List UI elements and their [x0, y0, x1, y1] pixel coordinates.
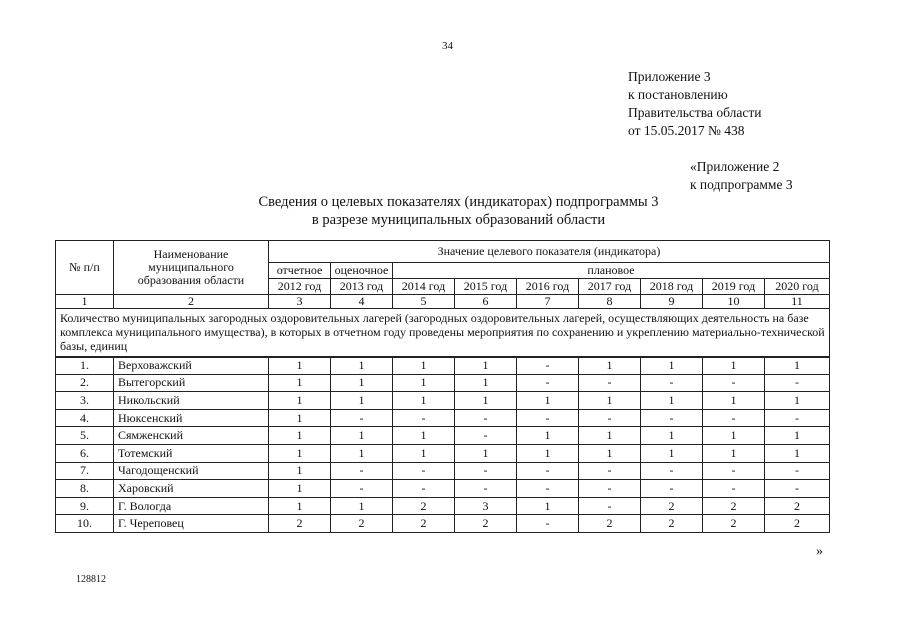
- indicators-table: [55, 240, 830, 533]
- municipality-name: Верховажский: [114, 357, 269, 375]
- indicator-value: 1: [765, 427, 830, 445]
- column-number: 3: [269, 295, 331, 309]
- municipality-name: Г. Череповец: [114, 515, 269, 533]
- row-number: 4.: [56, 409, 114, 427]
- indicator-value: 1: [517, 392, 579, 410]
- indicator-value: 1: [269, 480, 331, 498]
- annex-line: к подпрограмме 3: [690, 177, 793, 192]
- indicator-value: 1: [455, 392, 517, 410]
- row-number: 1.: [56, 357, 114, 375]
- row-number: 3.: [56, 392, 114, 410]
- indicator-value: 1: [331, 374, 393, 392]
- indicator-value: 1: [393, 427, 455, 445]
- indicator-value: 1: [641, 357, 703, 375]
- indicator-value: 2: [765, 515, 830, 533]
- annex-block: [690, 158, 793, 194]
- municipality-name: Нюксенский: [114, 409, 269, 427]
- indicator-value: -: [517, 462, 579, 480]
- indicator-value: 1: [703, 444, 765, 462]
- indicator-value: 1: [331, 427, 393, 445]
- indicator-value: -: [517, 374, 579, 392]
- indicator-value: 1: [517, 427, 579, 445]
- indicator-value: 1: [331, 392, 393, 410]
- indicator-value: 1: [393, 357, 455, 375]
- indicator-value: 1: [765, 392, 830, 410]
- indicator-value: 1: [269, 409, 331, 427]
- municipality-name: Чагодощенский: [114, 462, 269, 480]
- indicator-value: 2: [331, 515, 393, 533]
- indicator-value: 1: [455, 444, 517, 462]
- indicator-value: 1: [331, 444, 393, 462]
- table-row: [56, 462, 830, 480]
- header-year: 2019 год: [703, 279, 765, 295]
- indicator-value: -: [393, 480, 455, 498]
- row-number: 5.: [56, 427, 114, 445]
- indicator-value: 1: [703, 392, 765, 410]
- indicator-value: -: [765, 480, 830, 498]
- indicator-value: -: [331, 480, 393, 498]
- table-row: [56, 480, 830, 498]
- indicator-value: 1: [579, 392, 641, 410]
- indicator-value: 1: [269, 392, 331, 410]
- column-numbers-row: [56, 295, 830, 309]
- row-number: 9.: [56, 497, 114, 515]
- indicator-value: 1: [641, 392, 703, 410]
- header-row: [56, 241, 830, 263]
- indicator-value: -: [641, 409, 703, 427]
- annex-line: «Приложение 2: [690, 159, 780, 174]
- indicator-value: -: [703, 409, 765, 427]
- municipality-name: Сямженский: [114, 427, 269, 445]
- indicator-value: 2: [703, 515, 765, 533]
- indicator-value: 1: [579, 357, 641, 375]
- column-number: 1: [56, 295, 114, 309]
- indicator-value: 1: [269, 462, 331, 480]
- table-row: [56, 392, 830, 410]
- indicator-value: -: [703, 462, 765, 480]
- closing-quote: »: [816, 544, 823, 559]
- column-number: 2: [114, 295, 269, 309]
- indicator-value: 1: [393, 392, 455, 410]
- indicator-value: -: [331, 409, 393, 427]
- header-year: 2016 год: [517, 279, 579, 295]
- header-planned: плановое: [393, 263, 830, 279]
- column-number: 7: [517, 295, 579, 309]
- indicator-value: 1: [331, 357, 393, 375]
- indicator-value: -: [517, 357, 579, 375]
- indicator-value: -: [703, 480, 765, 498]
- row-number: 2.: [56, 374, 114, 392]
- row-number: 10.: [56, 515, 114, 533]
- indicator-value: 3: [455, 497, 517, 515]
- column-number: 10: [703, 295, 765, 309]
- indicator-value: -: [579, 480, 641, 498]
- indicator-row: [56, 309, 830, 357]
- header-estimated: оценочное: [331, 263, 393, 279]
- header-num: № п/п: [56, 241, 114, 295]
- indicator-value: 1: [517, 444, 579, 462]
- table-row: [56, 444, 830, 462]
- indicator-value: 1: [393, 374, 455, 392]
- indicator-value: -: [455, 480, 517, 498]
- indicator-value: -: [455, 409, 517, 427]
- indicator-value: 1: [641, 444, 703, 462]
- approval-line: к постановлению: [628, 87, 728, 102]
- indicator-value: 1: [269, 444, 331, 462]
- row-number: 8.: [56, 480, 114, 498]
- indicator-value: 1: [579, 444, 641, 462]
- municipality-name: Харовский: [114, 480, 269, 498]
- indicator-value: 2: [393, 515, 455, 533]
- indicator-value: -: [579, 462, 641, 480]
- footer-code: 128812: [76, 574, 106, 585]
- indicator-value: -: [517, 515, 579, 533]
- header-reported: отчетное: [269, 263, 331, 279]
- indicator-value: -: [579, 497, 641, 515]
- indicator-value: -: [641, 374, 703, 392]
- indicator-description: Количество муниципальных загородных оздоровительных лагерей (загородных оздоровительных лагерей, осуществляющих деятельность на базе комплекса муниципального имущества), в которых в отчетном году проведены мероприятия по сохранению и укреплению материально-технической базы, единиц: [56, 309, 830, 357]
- table-row: [56, 497, 830, 515]
- approval-block: [628, 68, 761, 140]
- title-line: Сведения о целевых показателях (индикаторах) подпрограммы 3: [258, 194, 659, 210]
- indicator-value: 1: [703, 427, 765, 445]
- indicator-value: -: [393, 409, 455, 427]
- indicator-value: -: [765, 374, 830, 392]
- header-value-group: Значение целевого показателя (индикатора): [269, 241, 830, 263]
- indicator-value: -: [455, 427, 517, 445]
- column-number: 8: [579, 295, 641, 309]
- indicator-value: 1: [517, 497, 579, 515]
- header-year: 2014 год: [393, 279, 455, 295]
- indicator-value: 1: [703, 357, 765, 375]
- indicator-value: -: [579, 409, 641, 427]
- indicator-value: -: [455, 462, 517, 480]
- indicator-value: 1: [765, 357, 830, 375]
- indicator-value: 1: [269, 427, 331, 445]
- column-number: 4: [331, 295, 393, 309]
- approval-line: Приложение 3: [628, 69, 711, 84]
- indicator-value: 2: [579, 515, 641, 533]
- table-row: [56, 357, 830, 375]
- header-name: Наименование муниципального образования области: [114, 241, 269, 295]
- table-row: [56, 409, 830, 427]
- indicator-value: -: [765, 462, 830, 480]
- header-year: 2013 год: [331, 279, 393, 295]
- indicator-value: 1: [765, 444, 830, 462]
- indicator-value: -: [703, 374, 765, 392]
- document-title: [0, 193, 905, 229]
- indicator-value: 2: [703, 497, 765, 515]
- title-line: в разрезе муниципальных образований области: [311, 212, 606, 228]
- column-number: 11: [765, 295, 830, 309]
- indicator-value: 1: [269, 497, 331, 515]
- indicator-value: 2: [455, 515, 517, 533]
- indicator-value: 1: [269, 357, 331, 375]
- indicator-value: 1: [455, 374, 517, 392]
- header-year: 2018 год: [641, 279, 703, 295]
- indicator-value: 1: [393, 444, 455, 462]
- header-year: 2020 год: [765, 279, 830, 295]
- indicators-table-wrap: [55, 240, 830, 533]
- indicator-value: 1: [641, 427, 703, 445]
- municipality-name: Вытегорский: [114, 374, 269, 392]
- table-row: [56, 515, 830, 533]
- table-body: [56, 241, 830, 533]
- indicator-value: 2: [269, 515, 331, 533]
- indicator-value: -: [393, 462, 455, 480]
- indicator-value: -: [579, 374, 641, 392]
- indicator-value: 1: [579, 427, 641, 445]
- row-number: 7.: [56, 462, 114, 480]
- indicator-value: 2: [765, 497, 830, 515]
- table-row: [56, 374, 830, 392]
- table-row: [56, 427, 830, 445]
- indicator-value: -: [331, 462, 393, 480]
- indicator-value: 2: [641, 497, 703, 515]
- municipality-name: Г. Вологда: [114, 497, 269, 515]
- header-year: 2015 год: [455, 279, 517, 295]
- row-number: 6.: [56, 444, 114, 462]
- indicator-value: -: [641, 480, 703, 498]
- municipality-name: Никольский: [114, 392, 269, 410]
- indicator-value: -: [641, 462, 703, 480]
- indicator-value: 1: [331, 497, 393, 515]
- indicator-value: 1: [455, 357, 517, 375]
- approval-line: от 15.05.2017 № 438: [628, 123, 745, 138]
- indicator-value: -: [765, 409, 830, 427]
- indicator-value: 1: [269, 374, 331, 392]
- header-year: 2017 год: [579, 279, 641, 295]
- column-number: 9: [641, 295, 703, 309]
- header-year: 2012 год: [269, 279, 331, 295]
- page-number: 34: [442, 40, 453, 52]
- municipality-name: Тотемский: [114, 444, 269, 462]
- indicator-value: -: [517, 480, 579, 498]
- column-number: 6: [455, 295, 517, 309]
- indicator-value: 2: [393, 497, 455, 515]
- indicator-value: 2: [641, 515, 703, 533]
- column-number: 5: [393, 295, 455, 309]
- indicator-value: -: [517, 409, 579, 427]
- approval-line: Правительства области: [628, 105, 762, 120]
